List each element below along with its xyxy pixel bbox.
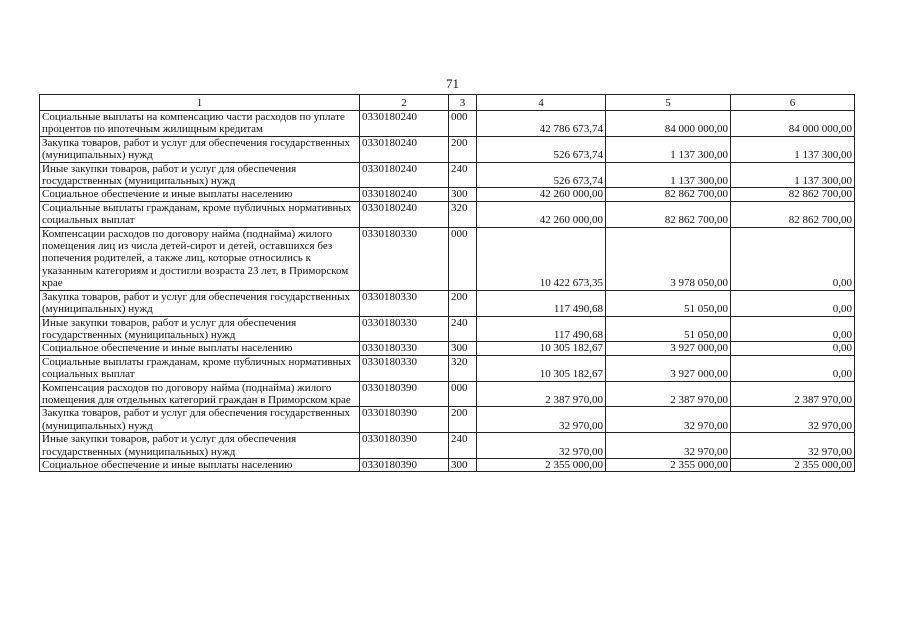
row-code-cell: 0330180390 (360, 458, 449, 471)
row-name-cell: Закупка товаров, работ и услуг для обеспечения государственных (муниципальных) нужд (40, 407, 360, 433)
table-row (40, 136, 855, 162)
row-amount-col6: 1 137 300,00 (731, 136, 855, 162)
row-amount-col5: 51 050,00 (606, 290, 731, 316)
table-row (40, 355, 855, 381)
table-row (40, 162, 855, 188)
table-row (40, 316, 855, 342)
row-amount-col5: 1 137 300,00 (606, 162, 731, 188)
row-amount-col5: 51 050,00 (606, 316, 731, 342)
table-row (40, 458, 855, 471)
row-amount-col6: 0,00 (731, 342, 855, 355)
row-type-cell: 000 (449, 381, 477, 407)
row-type-cell: 320 (449, 355, 477, 381)
table-row (40, 290, 855, 316)
row-code-cell: 0330180240 (360, 136, 449, 162)
row-code-cell: 0330180390 (360, 381, 449, 407)
row-amount-col4: 32 970,00 (477, 407, 606, 433)
row-amount-col4: 526 673,74 (477, 162, 606, 188)
row-name-cell: Закупка товаров, работ и услуг для обеспечения государственных (муниципальных) нужд (40, 136, 360, 162)
header-col-1: 1 (40, 95, 360, 111)
table-row (40, 188, 855, 201)
row-type-cell: 320 (449, 201, 477, 227)
table-body (40, 111, 855, 472)
row-type-cell: 240 (449, 316, 477, 342)
row-amount-col6: 2 387 970,00 (731, 381, 855, 407)
row-amount-col6: 0,00 (731, 355, 855, 381)
header-col-6: 6 (731, 95, 855, 111)
row-name-cell: Закупка товаров, работ и услуг для обеспечения государственных (муниципальных) нужд (40, 290, 360, 316)
table-row (40, 111, 855, 137)
row-name-cell: Иные закупки товаров, работ и услуг для обеспечения государственных (муниципальных) нужд (40, 162, 360, 188)
row-name-cell: Социальные выплаты на компенсацию части расходов по уплате процентов по ипотечным жилищным кредитам (40, 111, 360, 137)
row-name-cell: Социальные выплаты гражданам, кроме публичных нормативных социальных выплат (40, 201, 360, 227)
row-name-cell: Социальное обеспечение и иные выплаты населению (40, 458, 360, 471)
row-amount-col4: 2 387 970,00 (477, 381, 606, 407)
row-amount-col5: 3 978 050,00 (606, 227, 731, 290)
row-type-cell: 200 (449, 407, 477, 433)
row-code-cell: 0330180330 (360, 342, 449, 355)
row-type-cell: 300 (449, 458, 477, 471)
row-code-cell: 0330180330 (360, 355, 449, 381)
row-amount-col5: 1 137 300,00 (606, 136, 731, 162)
row-amount-col5: 82 862 700,00 (606, 201, 731, 227)
row-name-cell: Компенсации расходов по договору найма (поднайма) жилого помещения лиц из числа детей-сирот и детей, оставшихся без попечения родителей, а также лиц, которые относились к указанным категориям и достигли возраста 23 лет, в Приморском крае (40, 227, 360, 290)
header-col-3: 3 (449, 95, 477, 111)
row-code-cell: 0330180330 (360, 227, 449, 290)
header-col-4: 4 (477, 95, 606, 111)
row-code-cell: 0330180390 (360, 433, 449, 459)
table-row (40, 407, 855, 433)
row-amount-col4: 42 260 000,00 (477, 201, 606, 227)
row-amount-col6: 84 000 000,00 (731, 111, 855, 137)
header-row (40, 95, 855, 111)
row-amount-col6: 82 862 700,00 (731, 201, 855, 227)
row-type-cell: 300 (449, 342, 477, 355)
row-code-cell: 0330180390 (360, 407, 449, 433)
row-amount-col5: 2 387 970,00 (606, 381, 731, 407)
row-type-cell: 000 (449, 111, 477, 137)
row-amount-col5: 32 970,00 (606, 407, 731, 433)
row-name-cell: Иные закупки товаров, работ и услуг для обеспечения государственных (муниципальных) нужд (40, 433, 360, 459)
row-amount-col5: 3 927 000,00 (606, 355, 731, 381)
row-name-cell: Компенсация расходов по договору найма (поднайма) жилого помещения для отдельных категорий граждан в Приморском крае (40, 381, 360, 407)
row-name-cell: Социальное обеспечение и иные выплаты населению (40, 342, 360, 355)
row-amount-col4: 10 422 673,35 (477, 227, 606, 290)
row-name-cell: Иные закупки товаров, работ и услуг для обеспечения государственных (муниципальных) нужд (40, 316, 360, 342)
table-row (40, 433, 855, 459)
row-name-cell: Социальные выплаты гражданам, кроме публичных нормативных социальных выплат (40, 355, 360, 381)
table-header (40, 95, 855, 111)
table-row (40, 201, 855, 227)
row-type-cell: 240 (449, 162, 477, 188)
row-amount-col4: 32 970,00 (477, 433, 606, 459)
row-amount-col6: 32 970,00 (731, 407, 855, 433)
row-amount-col4: 526 673,74 (477, 136, 606, 162)
row-amount-col4: 10 305 182,67 (477, 342, 606, 355)
budget-table (39, 94, 855, 472)
row-amount-col6: 0,00 (731, 316, 855, 342)
row-name-cell: Социальное обеспечение и иные выплаты населению (40, 188, 360, 201)
row-code-cell: 0330180330 (360, 290, 449, 316)
row-amount-col6: 82 862 700,00 (731, 188, 855, 201)
row-type-cell: 200 (449, 290, 477, 316)
table-row (40, 227, 855, 290)
row-amount-col6: 2 355 000,00 (731, 458, 855, 471)
row-type-cell: 000 (449, 227, 477, 290)
row-amount-col4: 42 786 673,74 (477, 111, 606, 137)
row-code-cell: 0330180240 (360, 111, 449, 137)
row-amount-col6: 0,00 (731, 290, 855, 316)
row-amount-col6: 0,00 (731, 227, 855, 290)
page-number: 71 (446, 76, 459, 91)
row-code-cell: 0330180330 (360, 316, 449, 342)
row-code-cell: 0330180240 (360, 201, 449, 227)
row-amount-col4: 42 260 000,00 (477, 188, 606, 201)
row-type-cell: 240 (449, 433, 477, 459)
row-amount-col5: 82 862 700,00 (606, 188, 731, 201)
header-col-2: 2 (360, 95, 449, 111)
row-type-cell: 300 (449, 188, 477, 201)
row-amount-col6: 32 970,00 (731, 433, 855, 459)
row-type-cell: 200 (449, 136, 477, 162)
row-amount-col4: 2 355 000,00 (477, 458, 606, 471)
row-amount-col5: 3 927 000,00 (606, 342, 731, 355)
row-code-cell: 0330180240 (360, 188, 449, 201)
header-col-5: 5 (606, 95, 731, 111)
row-amount-col6: 1 137 300,00 (731, 162, 855, 188)
row-amount-col5: 2 355 000,00 (606, 458, 731, 471)
row-code-cell: 0330180240 (360, 162, 449, 188)
row-amount-col4: 10 305 182,67 (477, 355, 606, 381)
row-amount-col4: 117 490,68 (477, 316, 606, 342)
row-amount-col5: 32 970,00 (606, 433, 731, 459)
row-amount-col5: 84 000 000,00 (606, 111, 731, 137)
row-amount-col4: 117 490,68 (477, 290, 606, 316)
table-row (40, 381, 855, 407)
table-row (40, 342, 855, 355)
